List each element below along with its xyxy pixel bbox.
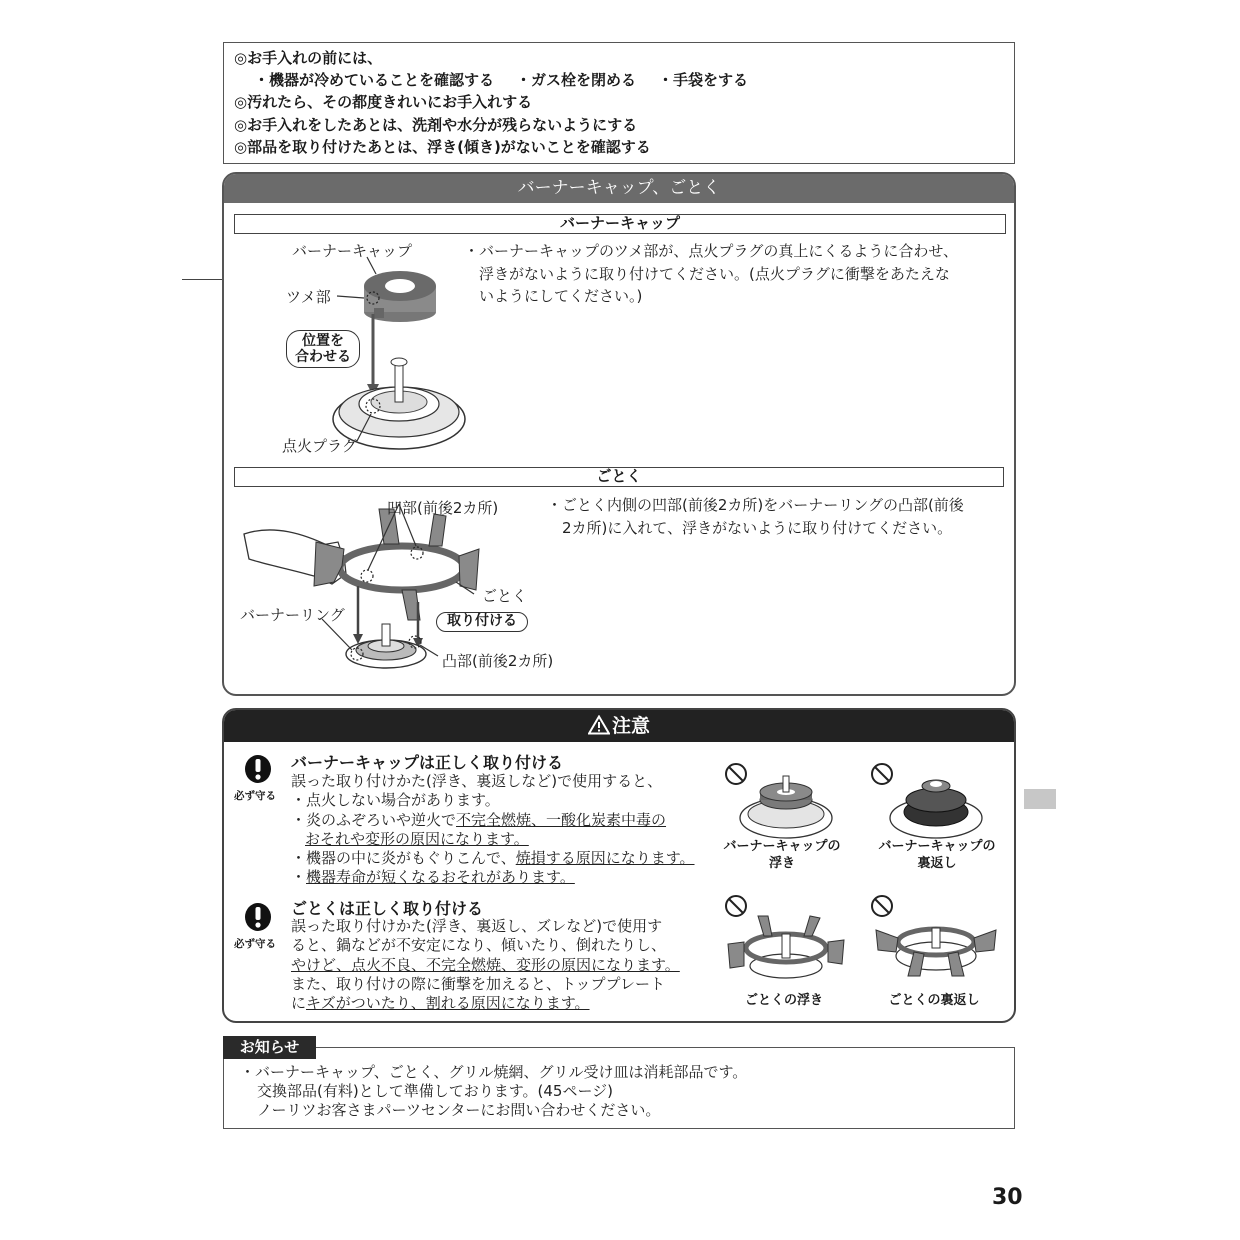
caution-line-underlined: 焼損する原因になります。 bbox=[515, 849, 695, 868]
burner-cap-heading: バーナーキャップ bbox=[234, 214, 1006, 234]
caution-line-underlined: 機器寿命が短くなるおそれがあります。 bbox=[306, 868, 575, 887]
mandatory-icon bbox=[244, 902, 272, 932]
care-note-line: ◎お手入れをしたあとは、洗剤や水分が残らないようにする bbox=[234, 115, 638, 134]
caution-line-underlined: キズがついたり、割れる原因になります。 bbox=[306, 994, 590, 1013]
side-index-tab bbox=[1024, 789, 1056, 809]
caption-line: バーナーキャップの bbox=[878, 839, 996, 854]
label-concave: 凹部(前後2カ所) bbox=[387, 499, 499, 517]
caution-line-underlined: 不完全燃焼、一酸化炭素中毒の bbox=[456, 810, 667, 829]
burner-cap-description bbox=[464, 240, 958, 308]
caption-line: バーナーキャップの bbox=[723, 839, 841, 854]
caution-item-text bbox=[291, 917, 680, 1013]
caution-line bbox=[291, 849, 695, 868]
trivet-description bbox=[547, 494, 964, 539]
label-burner-ring: バーナーリング bbox=[240, 606, 345, 624]
mandatory-icon bbox=[244, 754, 272, 784]
desc-line: 2カ所)に入れて、浮きがないように取り付けてください。 bbox=[562, 518, 953, 537]
care-note-item: ・機器が冷めていることを確認する bbox=[254, 71, 495, 90]
page-number: 30 bbox=[992, 1185, 1023, 1210]
caption-line: 浮き bbox=[768, 856, 795, 871]
cap-trivet-section bbox=[222, 172, 1016, 696]
figure-caption bbox=[717, 838, 847, 872]
care-note-checklist bbox=[234, 69, 1004, 91]
care-note-item: ・ガス栓を閉める bbox=[516, 71, 637, 90]
attach-pill: 取り付ける bbox=[436, 612, 528, 632]
label-burner-cap: バーナーキャップ bbox=[292, 242, 413, 260]
desc-line: 浮きがないように取り付けてください。(点火プラグに衝撃をあたえな bbox=[479, 264, 950, 283]
trivet-heading: ごとく bbox=[234, 467, 1004, 487]
align-pill-line: 合わせる bbox=[295, 349, 351, 365]
caution-line-underlined: やけど、点火不良、不完全燃焼、変形の原因になります。 bbox=[291, 955, 680, 974]
warning-triangle-icon bbox=[588, 715, 610, 735]
label-claw: ツメ部 bbox=[286, 288, 331, 306]
figure-caption: ごとくの浮き bbox=[744, 993, 823, 1008]
caution-line-part: ・機器の中に炎がもぐりこんで、 bbox=[291, 849, 516, 868]
margin-rule bbox=[182, 279, 222, 280]
caution-line-part: ・炎のふぞろいや逆火で bbox=[291, 810, 457, 829]
desc-line: ・バーナーキャップのツメ部が、点火プラグの真上にくるように合わせ、 bbox=[464, 242, 958, 260]
trivet-upside-down-figure bbox=[870, 894, 1000, 984]
desc-line: ・ごとく内側の凹部(前後2カ所)をバーナーリングの凸部(前後 bbox=[547, 496, 964, 514]
notice-line: ・バーナーキャップ、ごとく、グリル焼網、グリル受け皿は消耗部品です。 bbox=[240, 1063, 748, 1081]
care-note-line: ◎お手入れの前には、 bbox=[234, 49, 383, 67]
desc-line: いようにしてください。) bbox=[479, 287, 643, 305]
caution-line: ・点火しない場合があります。 bbox=[291, 791, 500, 810]
caution-line bbox=[291, 868, 695, 887]
care-note-item: ・手袋をする bbox=[658, 71, 749, 90]
notice-tag: お知らせ bbox=[223, 1036, 316, 1059]
notice-line: ノーリツお客さまパーツセンターにお問い合わせください。 bbox=[257, 1101, 661, 1119]
notice-box bbox=[223, 1047, 1015, 1129]
caution-line: また、取り付けの際に衝撃を加えると、トッププレート bbox=[291, 974, 665, 993]
align-position-pill bbox=[286, 330, 360, 368]
section-title: バーナーキャップ、ごとく bbox=[224, 174, 1014, 203]
mandatory-label: 必ず守る bbox=[234, 938, 276, 950]
caution-line: ると、鍋などが不安定になり、傾いたり、倒れたりし、 bbox=[291, 936, 667, 955]
caution-item-title: ごとくは正しく取り付ける bbox=[291, 899, 484, 918]
care-note-line: ◎部品を取り付けたあとは、浮き(傾き)がないことを確認する bbox=[234, 137, 651, 156]
care-notes-box bbox=[223, 42, 1015, 164]
caution-line-part: ・ bbox=[291, 868, 307, 887]
caution-line bbox=[291, 811, 695, 830]
caution-line-part: に bbox=[291, 994, 307, 1013]
label-trivet: ごとく bbox=[482, 587, 528, 605]
caption-line: 裏返し bbox=[917, 856, 957, 871]
caution-item-title: バーナーキャップは正しく取り付ける bbox=[291, 753, 564, 772]
figure-caption bbox=[872, 838, 1002, 872]
figure-caption: ごとくの裏返し bbox=[888, 993, 980, 1008]
caution-title: 注意 bbox=[611, 715, 650, 737]
caution-item-text bbox=[291, 772, 695, 888]
caution-line-underlined: おそれや変形の原因になります。 bbox=[305, 829, 529, 848]
care-note-line: ◎汚れたら、その都度きれいにお手入れする bbox=[234, 93, 533, 112]
notice-line: 交換部品(有料)として準備しております。(45ページ) bbox=[257, 1082, 613, 1100]
caution-line: 誤った取り付けかた(浮き、裏返し、ズレなど)で使用す bbox=[291, 917, 663, 935]
cap-upside-down-figure bbox=[870, 762, 995, 842]
label-ignition-plug: 点火プラグ bbox=[282, 437, 358, 455]
caution-header bbox=[224, 710, 1014, 742]
caution-line: 誤った取り付けかた(浮き、裏返しなど)で使用すると、 bbox=[291, 772, 663, 790]
cap-floating-figure bbox=[724, 762, 849, 842]
caution-line bbox=[291, 994, 680, 1013]
caution-section bbox=[222, 708, 1016, 1023]
align-pill-line: 位置を bbox=[302, 333, 344, 349]
mandatory-label: 必ず守る bbox=[234, 790, 276, 802]
label-convex: 凸部(前後2カ所) bbox=[442, 652, 554, 670]
trivet-floating-figure bbox=[724, 894, 854, 984]
